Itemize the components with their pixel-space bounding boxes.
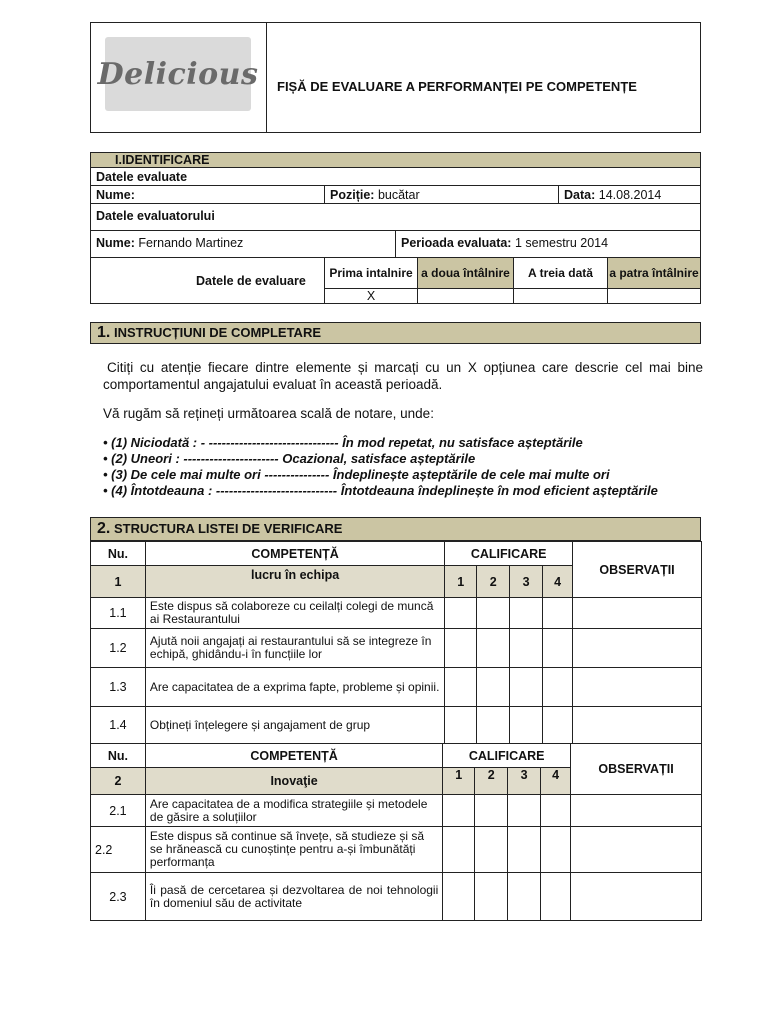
document-title: FIȘĂ DE EVALUARE A PERFORMANȚEI PE COMPETENȚE <box>277 79 637 94</box>
rating-cell[interactable] <box>508 873 541 921</box>
item-text: Are capacitatea de a modifica strategiile și metodele de găsire a soluțiilor <box>145 795 442 827</box>
rating-header-2: 2 <box>477 566 510 598</box>
instructions-paragraph-2: Vă rugăm să rețineți următoarea scală de notare, unde: <box>103 406 434 421</box>
col-nr: Nu. <box>91 744 146 768</box>
meeting-mark-1[interactable]: X <box>366 289 376 303</box>
name-field <box>96 187 135 203</box>
identification-heading <box>91 153 700 168</box>
date-field <box>564 187 661 203</box>
rating-cell[interactable] <box>477 598 510 629</box>
evaluator-name-value: Fernando Martinez <box>138 236 244 250</box>
rating-header-2: 2 <box>475 768 508 795</box>
line <box>90 185 701 186</box>
period-field <box>401 235 608 251</box>
rating-cell[interactable] <box>510 668 543 707</box>
col-nr: Nu. <box>91 542 146 566</box>
rating-scale <box>103 435 713 499</box>
rating-cell[interactable] <box>475 827 508 873</box>
meeting-1: Prima intalnire <box>329 265 413 280</box>
rating-cell[interactable] <box>443 795 475 827</box>
instructions-title: INSTRUCȚIUNI DE COMPLETARE <box>113 325 322 340</box>
line <box>90 203 701 204</box>
name-label: Nume: <box>96 188 135 202</box>
rating-cell[interactable] <box>543 668 573 707</box>
group-number: 1 <box>91 566 146 598</box>
rating-cell[interactable] <box>445 707 477 744</box>
item-nr: 1.3 <box>91 668 146 707</box>
rating-header-3: 3 <box>510 566 543 598</box>
group-number: 2 <box>91 768 146 795</box>
rating-header-1: 1 <box>443 768 475 795</box>
instructions-heading <box>90 322 701 344</box>
item-nr: 2.3 <box>91 873 146 921</box>
structure-title: STRUCTURA LISTEI DE VERIFICARE <box>113 521 343 536</box>
item-nr: 1.4 <box>91 707 146 744</box>
col-competence: COMPETENȚĂ <box>145 744 442 768</box>
table-row <box>91 598 702 629</box>
observation-cell[interactable] <box>573 707 702 744</box>
table-row <box>91 827 702 873</box>
rating-header-1: 1 <box>445 566 477 598</box>
rating-cell[interactable] <box>508 827 541 873</box>
meeting-3: A treia dată <box>528 265 593 280</box>
table-row <box>91 873 702 921</box>
item-nr: 1.2 <box>91 629 146 668</box>
structure-number: 2. <box>97 520 111 537</box>
scale-item-3: • (3) De cele mai multe ori --------------- Îndeplinește așteptările de cele mai multe ori <box>103 467 610 482</box>
position-field <box>330 187 420 203</box>
rating-cell[interactable] <box>508 795 541 827</box>
observation-cell[interactable] <box>573 668 702 707</box>
rating-cell[interactable] <box>477 707 510 744</box>
evaluator-name-field <box>96 235 243 251</box>
logo-text: Delicious <box>97 56 259 92</box>
col-observations: OBSERVAȚII <box>573 542 702 598</box>
scale-item-1: • (1) Niciodată : - ------------------------------ În mod repetat, nu satisface așteptările <box>103 435 583 450</box>
vline <box>395 230 396 257</box>
rating-cell[interactable] <box>510 707 543 744</box>
rating-cell[interactable] <box>477 629 510 668</box>
rating-cell[interactable] <box>541 795 571 827</box>
observation-cell[interactable] <box>573 598 702 629</box>
company-logo <box>97 37 259 111</box>
group-name: Inovaţie <box>145 768 442 795</box>
structure-heading <box>90 517 701 541</box>
evaluated-data-heading: Datele evaluate <box>96 170 188 184</box>
col-competence: COMPETENȚĂ <box>145 542 444 566</box>
scale-item-2: • (2) Uneori : ---------------------- Ocazional, satisface așteptările <box>103 451 476 466</box>
evaluator-data-heading: Datele evaluatorului <box>96 209 215 223</box>
rating-cell[interactable] <box>445 668 477 707</box>
rating-cell[interactable] <box>443 827 475 873</box>
item-text: Ajută noii angajați ai restaurantului să se integreze în echipă, ghidându-i în funcțiile lor <box>145 629 444 668</box>
rating-cell[interactable] <box>443 873 475 921</box>
rating-cell[interactable] <box>543 629 573 668</box>
item-text: Îi pasă de cercetarea și dezvoltarea de noi tehnologii în domeniul său de activitate <box>145 873 442 921</box>
observation-cell[interactable] <box>573 629 702 668</box>
rating-header-4: 4 <box>541 768 571 795</box>
observation-cell[interactable] <box>571 795 702 827</box>
rating-cell[interactable] <box>445 629 477 668</box>
vline <box>324 185 325 203</box>
period-value: 1 semestru 2014 <box>514 236 609 250</box>
rating-cell[interactable] <box>543 598 573 629</box>
position-value: bucătar <box>377 188 420 202</box>
rating-cell[interactable] <box>477 668 510 707</box>
item-nr: 1.1 <box>91 598 146 629</box>
rating-cell[interactable] <box>475 795 508 827</box>
item-text: Are capacitatea de a exprima fapte, probleme și opinii. <box>145 668 444 707</box>
identification-title: I.IDENTIFICARE <box>115 153 210 167</box>
date-value: 14.08.2014 <box>598 188 662 202</box>
item-nr: 2.2 <box>91 827 146 873</box>
observation-cell[interactable] <box>571 827 702 873</box>
period-label: Perioada evaluata: <box>401 236 512 250</box>
item-text: Este dispus să continue să învețe, să studieze și să se hrănească cu cunoștințe pentru a-și îmbunătăți performanța <box>145 827 442 873</box>
evaluation-data-label: Datele de evaluare <box>196 274 306 288</box>
item-text: Este dispus să colaboreze cu ceilalți colegi de muncă ai Restaurantului <box>145 598 444 629</box>
table-row <box>91 795 702 827</box>
rating-cell[interactable] <box>541 873 571 921</box>
rating-cell[interactable] <box>510 629 543 668</box>
competence-table-2 <box>90 743 702 921</box>
rating-cell[interactable] <box>541 827 571 873</box>
table-row <box>91 629 702 668</box>
item-text: Obțineți înțelegere și angajament de grup <box>145 707 444 744</box>
rating-header-4: 4 <box>543 566 573 598</box>
instructions-number: 1. <box>97 324 111 341</box>
header-divider <box>266 22 267 133</box>
col-observations: OBSERVAȚII <box>571 744 702 795</box>
table-row <box>91 668 702 707</box>
meeting-2: a doua întâlnire <box>418 258 513 288</box>
table-row <box>91 707 702 744</box>
position-label: Poziție: <box>330 188 375 202</box>
col-rating: CALIFICARE <box>445 542 573 566</box>
group-name: lucru în echipa <box>145 566 444 598</box>
item-nr: 2.1 <box>91 795 146 827</box>
col-rating: CALIFICARE <box>443 744 571 768</box>
rating-header-3: 3 <box>508 768 541 795</box>
date-label: Data: <box>564 188 596 202</box>
evaluator-name-label: Nume: <box>96 236 135 250</box>
observation-cell[interactable] <box>571 873 702 921</box>
vline <box>558 185 559 203</box>
rating-cell[interactable] <box>475 873 508 921</box>
rating-cell[interactable] <box>445 598 477 629</box>
rating-cell[interactable] <box>543 707 573 744</box>
meeting-4: a patra întâlnire <box>608 258 700 288</box>
rating-cell[interactable] <box>510 598 543 629</box>
scale-item-4: • (4) Întotdeauna : ---------------------------- Întotdeauna îndeplinește în mod eficient așteptările <box>103 483 658 498</box>
instructions-paragraph-1: Citiți cu atenție fiecare dintre elemente și marcați cu un X opțiunea care descrie cel mai bine comportamentul angajatului evaluat în această perioadă. <box>103 360 703 392</box>
competence-table-1 <box>90 541 702 744</box>
